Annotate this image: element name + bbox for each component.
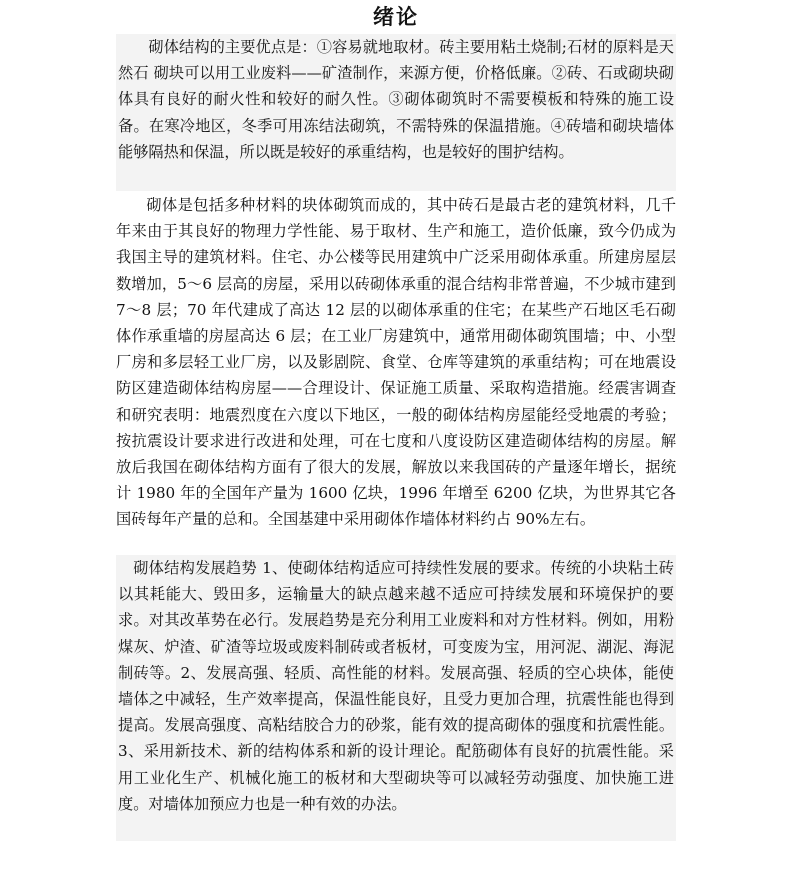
document-title: 绪论 — [373, 5, 419, 29]
paragraph-trends: 砌体结构发展趋势 1、使砌体结构适应可持续性发展的要求。传统的小块粘土砖以其耗能大、毁田多，运输量大的缺点越来越不适应可持续发展和环境保护的要求。对其改革势在必行。发展趋势是充分利用工业废料和对方性材料。例如，用粉煤灰、炉渣、矿渣等垃圾或废料制砖或者板材，可变废为宝，用河泥、湖泥、海泥制砖等。2、发展高强、轻质、高性能的材料。发展高强、轻质的空心块体，能使墙体之中减轻，生产效率提高，保温性能良好，且受力更加合理，抗震性能也得到提高。发展高强度、高粘结胶合力的砂浆，能有效的提高砌体的强度和抗震性能。3、采用新技术、新的结构体系和新的设计理论。配筋砌体有良好的抗震性能。采用工业化生产、机械化施工的板材和大型砌块等可以减轻劳动强度、加快施工进度。对墙体加预应力也是一种有效的办法。 — [116, 555, 676, 841]
paragraph-history: 砌体是包括多种材料的块体砌筑而成的，其中砖石是最古老的建筑材料，几千年来由于其良好的物理力学性能、易于取材、生产和施工，造价低廉，致今仍成为我国主导的建筑材料。住宅、办公楼等民用建筑中广泛采用砌体承重。所建房屋层数增加，5～6 层高的房屋，采用以砖砌体承重的混合结构非常普遍，不少城市建到 7～8 层；70 年代建成了高达 12 层的以砌体承重的住宅；在某些产石地区毛石砌体作承重墙的房屋高达 6 层；在工业厂房建筑中，通常用砌体砌筑围墙；中、小型厂房和多层轻工业厂房，以及影剧院、食堂、仓库等建筑的承重结构；可在地震设防区建造砌体结构房屋——合理设计、保证施工质量、采取构造措施。经震害调查和研究表明：地震烈度在六度以下地区，一般的砌体结构房屋能经受地震的考验；按抗震设计要求进行改进和处理，可在七度和八度设防区建造砌体结构的房屋。解放后我国在砌体结构方面有了很大的发展，解放以来我国砖的产量逐年增长，据统计 1980 年的全国年产量为 1600 亿块，1996 年增至 6200 亿块，为世界其它各国砖每年产量的总和。全国基建中采用砌体作墙体材料约占 90%左右。 — [116, 196, 676, 529]
paragraph-advantages: 砌体结构的主要优点是：①容易就地取材。砖主要用粘土烧制;石材的原料是天然石 砌块可以用工业废料——矿渣制作，来源方便，价格低廉。②砖、石或砌块砌体具有良好的耐火性和较好的耐久性。③砌体砌筑时不需要模板和特殊的施工设备。在寒冷地区，冬季可用冻结法砌筑，不需特殊的保温措施。④砖墙和砌块墙体能够隔热和保温，所以既是较好的承重结构，也是较好的围护结构。 — [116, 34, 676, 191]
